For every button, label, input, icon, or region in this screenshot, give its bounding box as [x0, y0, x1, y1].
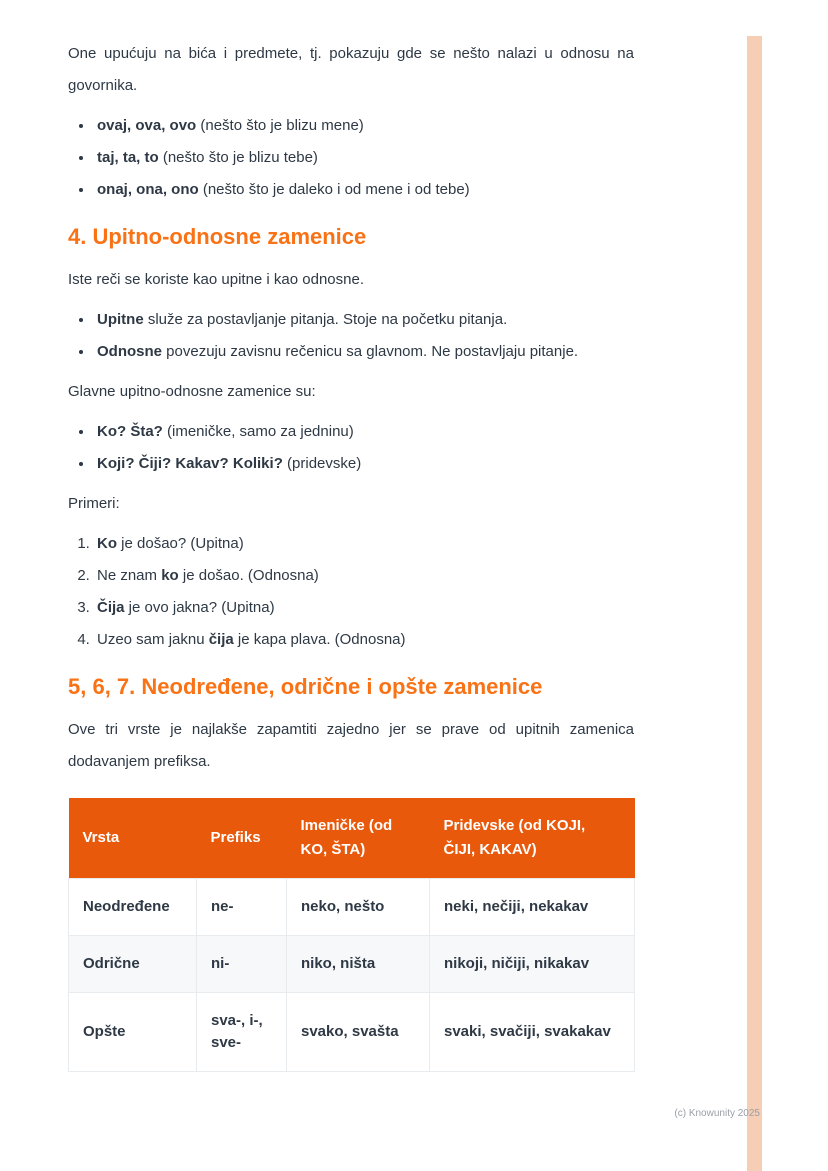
example-item — [94, 528, 634, 560]
list-item — [94, 142, 634, 174]
list-item — [94, 448, 634, 480]
example-list — [68, 528, 634, 656]
list-item — [94, 416, 634, 448]
table-cell: Odrične — [69, 936, 197, 993]
example-pre: Ne znam — [97, 567, 162, 584]
section-heading-4: 4. Upitno-odnosne zamenice — [68, 224, 367, 249]
list-item — [94, 336, 634, 368]
pronoun-term: onaj, ona, ono — [97, 181, 199, 198]
table-row — [69, 993, 635, 1072]
pronoun-table — [68, 798, 635, 1072]
decorative-stripe — [747, 36, 762, 1171]
item-text: (nešto što je daleko i od mene i od tebe) — [198, 181, 470, 198]
pronoun-term: ovaj, ova, ovo — [97, 117, 197, 134]
example-post: je došao. (Odnosna) — [178, 567, 319, 584]
example-post: je kapa plava. (Odnosna) — [233, 631, 406, 648]
column-header: Vrsta — [69, 798, 197, 879]
pronoun-term: Ko? Šta? — [97, 423, 163, 440]
item-text: služe za postavljanje pitanja. Stoje na početku pitanja. — [143, 311, 508, 328]
table-cell: nikoji, ničiji, nikakav — [430, 936, 635, 993]
column-header: Imeničke (od KO, ŠTA) — [287, 798, 430, 879]
table-cell: ne- — [197, 879, 287, 936]
table-cell: Neodređene — [69, 879, 197, 936]
list-item — [94, 304, 634, 336]
section567-intro: Ove tri vrste je najlakše zapamtiti zajedno jer se prave od upitnih zamenica dodavanjem prefiksa. — [68, 721, 634, 770]
example-item — [94, 560, 634, 592]
list-item — [94, 110, 634, 142]
demonstrative-list — [68, 110, 634, 206]
table-cell: neko, nešto — [287, 879, 430, 936]
table-cell: svako, svašta — [287, 993, 430, 1072]
table-row — [69, 879, 635, 936]
table-row — [69, 936, 635, 993]
example-post: je došao? (Upitna) — [117, 535, 244, 552]
pronoun-term: ko — [161, 567, 179, 584]
pronoun-type-list — [68, 304, 634, 368]
item-text: (nešto što je blizu mene) — [196, 117, 364, 134]
table-row — [69, 798, 635, 879]
pronoun-term: Upitne — [97, 311, 144, 328]
table-cell: svaki, svačiji, svakakav — [430, 993, 635, 1072]
table-cell: neki, nečiji, nekakav — [430, 879, 635, 936]
pronoun-term: Čija — [97, 599, 125, 616]
pronoun-term: Odnosne — [97, 343, 163, 360]
intro-paragraph: One upućuju na bića i predmete, tj. pokazuju gde se nešto nalazi u odnosu na govornika. — [68, 45, 634, 94]
copyright-notice: (c) Knowunity 2025 — [674, 1108, 760, 1119]
item-text: povezuju zavisnu rečenicu sa glavnom. Ne postavljaju pitanje. — [162, 343, 579, 360]
pronoun-term: Koji? Čiji? Kakav? Koliki? — [97, 455, 283, 472]
example-item — [94, 592, 634, 624]
item-text: (nešto što je blizu tebe) — [158, 149, 318, 166]
list-item — [94, 174, 634, 206]
pronoun-term: taj, ta, to — [97, 149, 159, 166]
column-header: Prefiks — [197, 798, 287, 879]
content-area — [68, 38, 634, 1072]
table-header-row — [69, 798, 635, 879]
pronoun-term: Ko — [97, 535, 117, 552]
item-text: (pridevske) — [282, 455, 362, 472]
section-heading-567: 5, 6, 7. Neodređene, odrične i opšte zamenice — [68, 674, 543, 699]
column-header: Pridevske (od KOJI, ČIJI, KAKAV) — [430, 798, 635, 879]
main-pronoun-list — [68, 416, 634, 480]
example-item — [94, 624, 634, 656]
example-pre: Uzeo sam jaknu — [97, 631, 209, 648]
table-cell: sva-, i-, sve- — [197, 993, 287, 1072]
example-post: je ovo jakna? (Upitna) — [124, 599, 275, 616]
pronoun-term: čija — [208, 631, 234, 648]
section4-intro: Iste reči se koriste kao upitne i kao odnosne. — [68, 271, 365, 288]
main-pronouns-label: Glavne upitno-odnosne zamenice su: — [68, 383, 316, 400]
table-cell: ni- — [197, 936, 287, 993]
examples-label: Primeri: — [68, 495, 120, 512]
item-text: (imeničke, samo za jedninu) — [162, 423, 354, 440]
table-cell: Opšte — [69, 993, 197, 1072]
table-cell: niko, ništa — [287, 936, 430, 993]
